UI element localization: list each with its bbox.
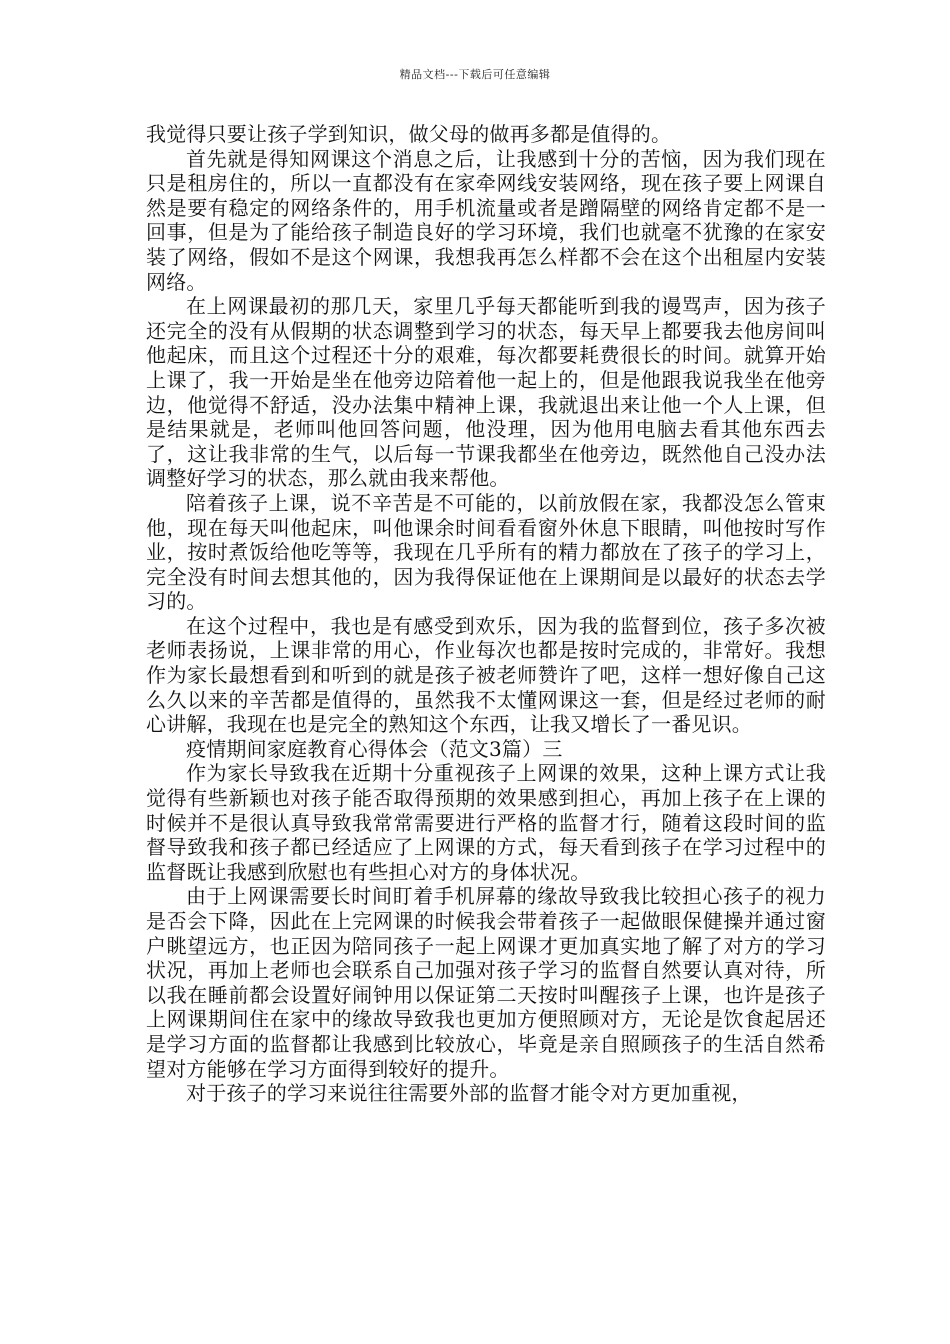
paragraph: 作为家长导致我在近期十分重视孩子上网课的效果，这种上课方式让我觉得有些新颖也对孩子能否取得预期的效果感到担心，再加上孩子在上课的时候并不是很认真导致我常常需要进行严格的监督才行，随着这段时间的监督导致我和孩子都已经适应了上网课的方式，每天看到孩子在学习过程中的监督既让我感到欣慰也有些担心对方的身体状况。 [146,761,826,884]
paragraph: 由于上网课需要长时间盯着手机屏幕的缘故导致我比较担心孩子的视力是否会下降，因此在上完网课的时候我会带着孩子一起做眼保健操并通过窗户眺望远方，也正因为陪同孩子一起上网课才更加真实地了解了对方的学习状况，再加上老师也会联系自己加强对孩子学习的监督自然要认真对待，所以我在睡前都会设置好闹钟用以保证第二天按时叫醒孩子上课，也许是孩子上网课期间住在家中的缘故导致我也更加方便照顾对方，无论是饮食起居还是学习方面的监督都让我感到比较放心，毕竟是亲自照顾孩子的生活自然希望对方能够在学习方面得到较好的提升。 [146,884,826,1081]
paragraph: 在这个过程中，我也是有感受到欢乐，因为我的监督到位，孩子多次被老师表扬说，上课非常的用心，作业每次也都是按时完成的，非常好。我想作为家长最想看到和听到的就是孩子被老师赞许了吧，这样一想好像自己这么久以来的辛苦都是值得的，虽然我不太懂网课这一套，但是经过老师的耐心讲解，我现在也是完全的熟知这个东西，让我又增长了一番见识。 [146,613,826,737]
paragraph: 陪着孩子上课，说不辛苦是不可能的，以前放假在家，我都没怎么管束他，现在每天叫他起床，叫他课余时间看看窗外休息下眼睛，叫他按时写作业，按时煮饭给他吃等等，我现在几乎所有的精力都放在了孩子的学习上，完全没有时间去想其他的，因为我得保证他在上课期间是以最好的状态去学习的。 [146,490,826,614]
page-header: 精品文档---下载后可任意编辑 [399,68,551,81]
paragraph-continuation: 我觉得只要让孩子学到知识，做父母的做再多都是值得的。 [146,122,672,146]
document-body [146,122,826,1106]
section-title: 疫情期间家庭教育心得体会（范文3篇）三 [186,736,563,761]
paragraph: 对于孩子的学习来说往往需要外部的监督才能令对方更加重视， [186,1081,752,1106]
paragraph: 首先就是得知网课这个消息之后，让我感到十分的苦恼，因为我们现在只是租房住的，所以一直都没有在家牵网线安装网络，现在孩子要上网课自然是要有稳定的网络条件的，用手机流量或者是蹭隔壁的网络肯定都不是一回事，但是为了能给孩子制造良好的学习环境，我们也就毫不犹豫的在家安装了网络，假如不是这个网课，我想我再怎么样都不会在这个出租屋内安装网络。 [146,146,826,294]
paragraph: 在上网课最初的那几天，家里几乎每天都能听到我的谩骂声，因为孩子还完全的没有从假期的状态调整到学习的状态，每天早上都要我去他房间叫他起床，而且这个过程还十分的艰难，每次都要耗费很长的时间。就算开始上课了，我一开始是坐在他旁边陪着他一起上的，但是他跟我说我坐在他旁边，他觉得不舒适，没办法集中精神上课，我就退出来让他一个人上课，但是结果就是，老师叫他回答问题，他没理，因为他用电脑去看其他东西去了，这让我非常的生气，以后每一节课我都坐在他旁边，既然他自己没办法调整好学习的状态，那么就由我来帮他。 [146,294,826,491]
